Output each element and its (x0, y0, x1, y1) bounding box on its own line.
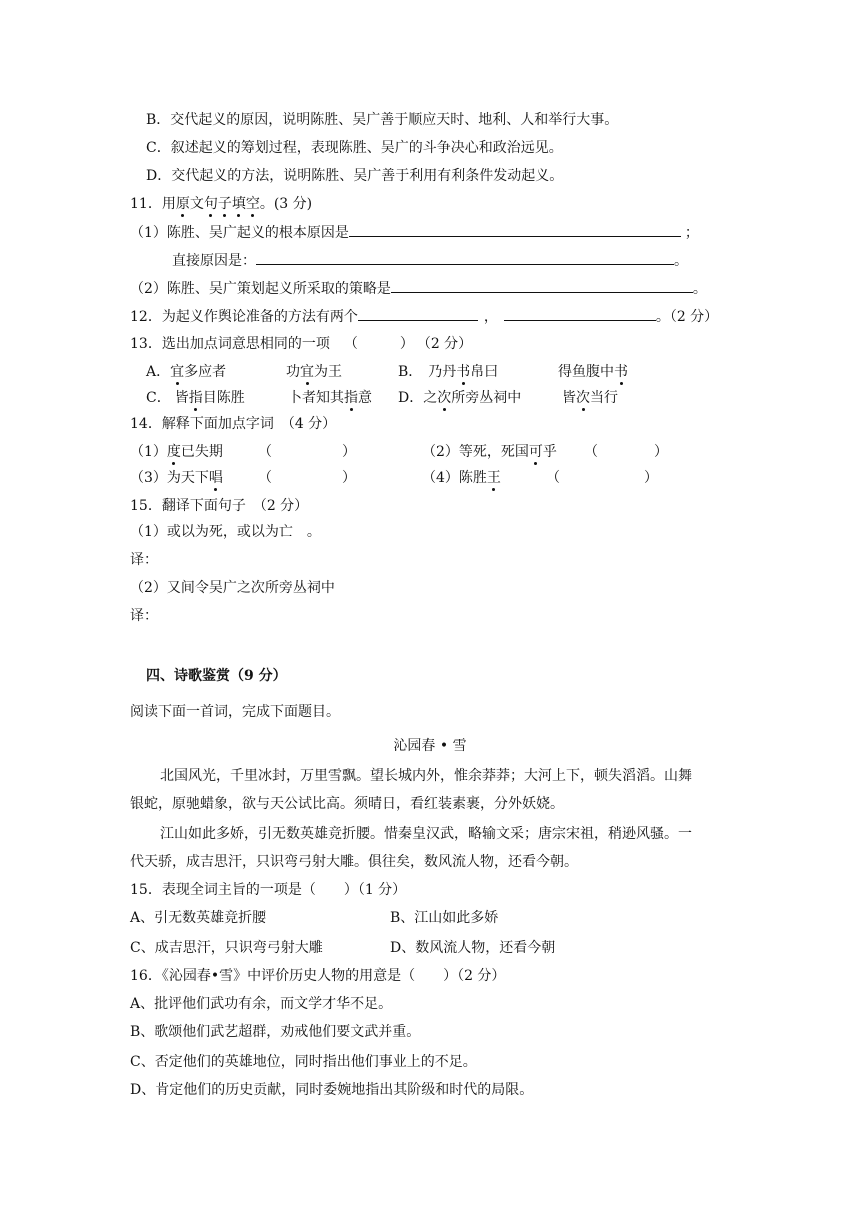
q11-stem-score: 。(3 分) (259, 196, 313, 212)
option-text: 为王 (314, 364, 342, 380)
section-title: 四、诗歌鉴赏（9 分） (146, 668, 287, 684)
paren-right: ） (342, 444, 356, 460)
option-text: 当行 (590, 390, 618, 406)
q11-dotted-char: 子 (217, 196, 232, 212)
paren-left: （ (546, 470, 560, 486)
option-text: 目陈胜 (202, 390, 245, 406)
option-text: 功 (286, 364, 300, 380)
poem-line: 北国风光，千里冰封，万里雪飘。望长城内外，惟余莽莽；大河上下，顿失滔滔。山舞 (160, 768, 692, 784)
q15b-stem: 15．表现全词主旨的一项是（ ）（1 分） (130, 882, 407, 898)
q13-score: （2 分） (423, 336, 473, 352)
answer-blank[interactable] (358, 306, 478, 321)
q14-item1 (130, 442, 223, 462)
q15a-sentence2: （2）又间令吴广之次所旁丛祠中 (130, 580, 335, 596)
poem-title: 沁园春 • 雪 (393, 738, 467, 754)
option-text: 皆 (174, 390, 189, 406)
item-label: （4）陈胜 (422, 470, 487, 486)
option-text: 所旁丛祠中 (451, 390, 522, 406)
q15a-translation2-label[interactable]: 译： (130, 608, 158, 624)
q11-dotted-char: 填 (231, 196, 246, 212)
q12-score: 。（2 分） (655, 309, 719, 325)
dotted-char: 宜 (300, 364, 314, 380)
q16-option-d[interactable]: D、肯定他们的历史贡献，同时委婉地指出其阶级和时代的局限。 (130, 1082, 534, 1098)
paren-right: ） (654, 444, 668, 460)
q14-stem: 14．解释下面加点字词 （4 分） (130, 416, 337, 432)
dotted-char: 唱 (208, 470, 223, 486)
dotted-char: 可 (528, 444, 543, 460)
option-text: 意 (358, 390, 372, 406)
q11-part1-end: ； (684, 225, 699, 241)
q10-option-d: D．交代起义的方法，说明陈胜、吴广善于利用有利条件发动起义。 (146, 168, 564, 184)
q11-dotted-char: 原 (175, 196, 190, 212)
q11-part1 (130, 222, 699, 243)
q10-option-b: B．交代起义的原因，说明陈胜、吴广善于顺应天时、地利、人和举行大事。 (146, 112, 619, 128)
q12-stem: 12．为起义作舆论准备的方法有两个 (130, 309, 358, 325)
section-intro: 阅读下面一首词，完成下面题目。 (130, 704, 340, 720)
dotted-char: 次 (437, 390, 452, 406)
q13-option-b2 (558, 362, 628, 382)
option-text: 卜者知其 (288, 390, 344, 406)
q15b-option-a[interactable]: A、引无数英雄竞折腰 (130, 910, 267, 926)
q13-option-d (398, 388, 521, 408)
q11-stem (130, 194, 312, 214)
paren-left: （ (258, 470, 272, 486)
q11-part1-label: （1）陈胜、吴广起义的根本原因是 (130, 225, 349, 241)
q14-item2 (422, 442, 557, 462)
q15a-sentence1: （1）或以为死，或以为亡 。 (130, 524, 321, 540)
dotted-char: 书 (614, 364, 628, 380)
q15b-option-c[interactable]: C、成吉思汗，只识弯弓射大雕 (130, 940, 323, 956)
option-text: 之 (423, 390, 438, 406)
q13-option-d2 (562, 388, 618, 408)
answer-blank[interactable] (391, 278, 693, 293)
item-label: （3）为天下 (130, 470, 209, 486)
dotted-char: 王 (486, 470, 501, 486)
q13-option-c2 (288, 388, 372, 408)
q16-stem: 16．《沁园春•雪》中评价历史人物的用意是（ ）（2 分） (130, 968, 506, 984)
q11-part2 (130, 278, 707, 299)
q16-option-b[interactable]: B、歌颂他们武艺超群，劝戒他们要文武并重。 (130, 1024, 421, 1040)
q11-part2-label: （2）陈胜、吴广策划起义所采取的策略是 (130, 281, 391, 297)
answer-blank[interactable] (504, 306, 656, 321)
q14-answer2[interactable] (584, 442, 668, 462)
answer-paren[interactable]: （ ） (343, 336, 414, 352)
item-label: （1） (130, 444, 167, 460)
q13-option-a2 (286, 362, 342, 382)
dotted-char: 次 (576, 390, 590, 406)
q11-dotted-char: 句 (203, 196, 218, 212)
q14-answer3[interactable] (258, 468, 356, 488)
dotted-char: 宜 (170, 364, 185, 380)
q15a-translation1-label[interactable]: 译： (130, 552, 158, 568)
q11-part2-end: 。 (692, 281, 707, 297)
paren-right: ） (644, 470, 658, 486)
option-label: C． (146, 390, 171, 406)
q11-part1b-label: 直接原因是： (172, 253, 256, 269)
answer-blank[interactable] (349, 222, 681, 237)
q14-item4 (422, 468, 501, 488)
q13-stem (130, 334, 472, 354)
q11-part1b (172, 250, 688, 271)
dotted-char: 度 (166, 444, 181, 460)
q13-option-b (398, 362, 498, 382)
q15a-stem: 15．翻译下面句子 （2 分） (130, 498, 309, 514)
option-label: A． (146, 364, 171, 380)
option-label: D． (398, 390, 424, 406)
paren-right: ） (342, 470, 356, 486)
q11-stem-char: 文 (189, 196, 204, 212)
paren-left: （ (584, 444, 598, 460)
option-text: 皆 (562, 390, 576, 406)
q11-part1b-end: 。 (674, 253, 688, 269)
option-text: 帛曰 (470, 364, 499, 380)
q16-option-c[interactable]: C、否定他们的英雄地位，同时指出他们事业上的不足。 (130, 1054, 477, 1070)
option-text: 多应者 (184, 364, 227, 380)
poem-line: 银蛇，原驰蜡象，欲与天公试比高。须晴日，看红装素裹，分外妖娆。 (130, 796, 564, 812)
q13-option-c (146, 388, 245, 408)
paren-left: （ (258, 444, 272, 460)
q14-answer4[interactable] (546, 468, 658, 488)
q16-option-a[interactable]: A、批评他们武功有余，而文学才华不足。 (130, 996, 393, 1012)
option-text: 得鱼腹中 (558, 364, 614, 380)
poem-line: 江山如此多娇，引无数英雄竞折腰。惜秦皇汉武，略输文采；唐宗宋祖，稍逊风骚。一 (160, 826, 692, 842)
q11-stem-prefix: 11．用 (130, 196, 176, 212)
q11-dotted-char: 空 (245, 196, 260, 212)
dotted-char: 指 (344, 390, 358, 406)
q13-stem-text: 13．选出加点词意思相同的一项 (130, 336, 330, 352)
dotted-char: 指 (188, 390, 203, 406)
dotted-char: 书 (456, 364, 471, 380)
option-text: 乃丹 (428, 364, 457, 380)
option-label: B． (398, 364, 423, 380)
item-label: （2）等死，死国 (422, 444, 529, 460)
q15b-option-d[interactable]: D、数风流人物，还看今朝 (390, 940, 556, 956)
item-text: 乎 (542, 444, 557, 460)
answer-blank[interactable] (256, 250, 674, 265)
q14-item3 (130, 468, 223, 488)
item-text: 已失期 (180, 444, 223, 460)
q12-separator: ， (483, 309, 498, 325)
poem-line: 代天骄，成吉思汗，只识弯弓射大雕。俱往矣，数风流人物，还看今朝。 (130, 854, 578, 870)
q10-option-c: C．叙述起义的筹划过程，表现陈胜、吴广的斗争决心和政治远见。 (146, 140, 563, 156)
q15b-option-b[interactable]: B、江山如此多娇 (390, 910, 499, 926)
q14-answer1[interactable] (258, 442, 356, 462)
q12 (130, 306, 718, 327)
q13-option-a (146, 362, 226, 382)
